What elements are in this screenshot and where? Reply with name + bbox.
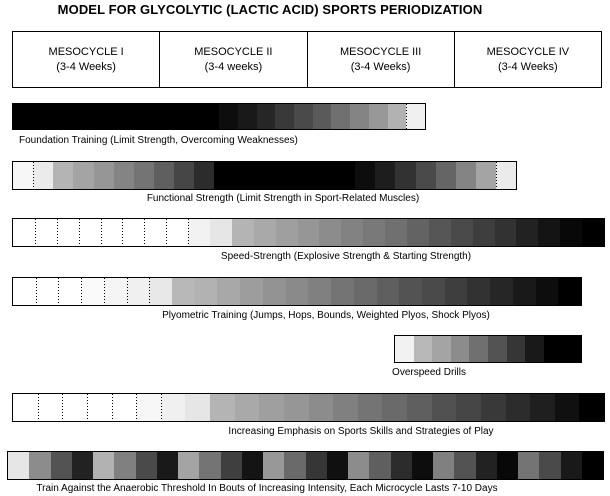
bar-segment [38, 394, 63, 421]
mesocycle-2 [159, 32, 306, 87]
bar-segment [469, 336, 488, 362]
bar-segment [284, 394, 309, 421]
bar-segment [313, 104, 332, 129]
bar-segment [315, 162, 335, 189]
bar-segment [369, 452, 390, 479]
bar-segment [341, 219, 363, 246]
bar-segment [240, 278, 263, 305]
bar-segment [166, 219, 188, 246]
bar-segment [235, 394, 260, 421]
overspeed-drills-label: Overspeed Drills [392, 367, 466, 378]
bar-segment [456, 162, 476, 189]
bar-segment [234, 162, 254, 189]
bar-segment [358, 394, 383, 421]
overspeed-drills-bar [394, 335, 582, 363]
bar-segment [144, 104, 163, 129]
bar-segment [518, 452, 539, 479]
bar-segment [582, 452, 603, 479]
bar-segment [333, 394, 358, 421]
sports-skills-bar [12, 393, 605, 422]
bar-segment [182, 104, 201, 129]
bar-segment [149, 278, 172, 305]
bar-segment [445, 278, 468, 305]
bar-segment [286, 278, 309, 305]
bar-segment [238, 104, 257, 129]
bar-segment [525, 336, 544, 362]
bar-segment [429, 219, 451, 246]
bar-segment [79, 219, 101, 246]
bar-segment [295, 162, 315, 189]
bar-segment [354, 278, 377, 305]
bar-segment [13, 104, 32, 129]
bar-segment [104, 278, 127, 305]
bar-segment [13, 394, 38, 421]
bar-segment [412, 452, 433, 479]
bar-segment [473, 219, 495, 246]
bar-segment [172, 278, 195, 305]
bar-segment [436, 162, 456, 189]
functional-strength-bar [12, 161, 517, 190]
bar-segment [8, 452, 29, 479]
bar-segment [161, 394, 186, 421]
bar-segment [382, 394, 407, 421]
bar-segment [377, 278, 400, 305]
bar-segment [163, 104, 182, 129]
bar-segment [157, 452, 178, 479]
bar-segment [433, 452, 454, 479]
bar-segment [451, 219, 473, 246]
bar-segment [51, 452, 72, 479]
bar-segment [456, 394, 481, 421]
bar-segment [406, 104, 425, 129]
bar-segment [69, 104, 88, 129]
mesocycle-1-duration: (3-4 Weeks) [56, 60, 116, 73]
bar-segment [454, 452, 475, 479]
bar-segment [399, 278, 422, 305]
bar-segment [555, 394, 580, 421]
bar-segment [516, 219, 538, 246]
bar-segment [476, 452, 497, 479]
bar-segment [195, 278, 218, 305]
bar-segment [217, 278, 240, 305]
bar-segment [306, 452, 327, 479]
bar-segment [263, 452, 284, 479]
mesocycle-3-name: MESOCYCLE III [339, 45, 422, 58]
bar-segment [350, 104, 369, 129]
bar-segment [178, 452, 199, 479]
bar-segment [506, 394, 531, 421]
bar-segment [242, 452, 263, 479]
bar-segment [294, 104, 313, 129]
bar-segment [407, 219, 429, 246]
bar-segment [194, 162, 214, 189]
bar-segment [174, 162, 194, 189]
anaerobic-threshold-label: Train Against the Anaerobic Threshold In Bouts of Increasing Intensity, Each Microcycle Lasts 7-10 Days [36, 483, 498, 494]
bar-segment [87, 394, 112, 421]
bar-segment [375, 162, 395, 189]
bar-segment [62, 394, 87, 421]
bar-segment [488, 336, 507, 362]
bar-segment [355, 162, 375, 189]
bar-segment [363, 219, 385, 246]
bar-segment [432, 336, 451, 362]
bar-segment [416, 162, 436, 189]
bar-segment [112, 394, 137, 421]
bar-segment [219, 104, 238, 129]
mesocycle-3-duration: (3-4 Weeks) [350, 60, 411, 73]
bar-segment [513, 278, 536, 305]
bar-segment [432, 394, 457, 421]
bar-segment [134, 162, 154, 189]
mesocycle-2-duration: (3-4 weeks) [204, 60, 263, 73]
bar-segment [308, 278, 331, 305]
bar-segment [263, 278, 286, 305]
mesocycle-1 [13, 32, 159, 87]
bar-segment [481, 394, 506, 421]
bar-segment [58, 278, 81, 305]
foundation-training-bar [12, 103, 426, 130]
bar-segment [348, 452, 369, 479]
bar-segment [259, 394, 284, 421]
bar-segment [88, 104, 107, 129]
mesocycle-1-name: MESOCYCLE I [48, 45, 124, 58]
bar-segment [395, 336, 414, 362]
bar-segment [53, 162, 73, 189]
mesocycle-2-name: MESOCYCLE II [194, 45, 273, 58]
bar-segment [331, 104, 350, 129]
bar-segment [275, 104, 294, 129]
plyometric-training-label: Plyometric Training (Jumps, Hops, Bounds, Weighted Plyos, Shock Plyos) [162, 310, 490, 321]
page-title: MODEL FOR GLYCOLYTIC (LACTIC ACID) SPORTS PERIODIZATION [57, 2, 483, 17]
bar-segment [497, 452, 518, 479]
bar-segment [276, 219, 298, 246]
bar-segment [50, 104, 69, 129]
sports-skills-label: Increasing Emphasis on Sports Skills and Strategies of Play [228, 426, 494, 437]
bar-segment [214, 162, 234, 189]
bar-segment [188, 219, 210, 246]
bar-segment [539, 452, 560, 479]
bar-segment [369, 104, 388, 129]
bar-segment [33, 162, 53, 189]
bar-segment [127, 278, 150, 305]
bar-segment [72, 452, 93, 479]
bar-segment [544, 336, 563, 362]
bar-segment [490, 278, 513, 305]
bar-segment [13, 162, 33, 189]
bar-segment [35, 219, 57, 246]
speed-strength-bar [12, 218, 605, 247]
bar-segment [335, 162, 355, 189]
bar-segment [451, 336, 470, 362]
bar-segment [507, 336, 526, 362]
bar-segment [144, 219, 166, 246]
foundation-training-label: Foundation Training (Limit Strength, Overcoming Weaknesses) [19, 135, 298, 146]
bar-segment [73, 162, 93, 189]
bar-segment [407, 394, 432, 421]
bar-segment [81, 278, 104, 305]
bar-segment [101, 219, 123, 246]
bar-segment [94, 162, 114, 189]
bar-segment [154, 162, 174, 189]
bar-segment [331, 278, 354, 305]
bar-segment [210, 219, 232, 246]
mesocycle-4-duration: (3-4 Weeks) [498, 60, 558, 73]
bar-segment [32, 104, 51, 129]
anaerobic-threshold-bar [7, 451, 604, 480]
mesocycle-3 [307, 32, 454, 87]
bar-segment [391, 452, 412, 479]
plyometric-training-bar [12, 277, 582, 306]
bar-segment [327, 452, 348, 479]
bar-segment [284, 452, 305, 479]
bar-segment [114, 452, 135, 479]
bar-segment [495, 219, 517, 246]
bar-segment [36, 278, 59, 305]
bar-segment [93, 452, 114, 479]
bar-segment [561, 452, 582, 479]
functional-strength-label: Functional Strength (Limit Strength in Sport-Related Muscles) [146, 193, 420, 204]
bar-segment [13, 219, 35, 246]
bar-segment [467, 278, 490, 305]
bar-segment [319, 219, 341, 246]
bar-segment [560, 219, 582, 246]
bar-segment [298, 219, 320, 246]
bar-segment [562, 336, 581, 362]
mesocycle-4 [454, 32, 601, 87]
bar-segment [414, 336, 433, 362]
bar-segment [309, 394, 334, 421]
bar-segment [210, 394, 235, 421]
bar-segment [395, 162, 415, 189]
bar-segment [114, 162, 134, 189]
bar-segment [185, 394, 210, 421]
mesocycle-4-name: MESOCYCLE IV [486, 45, 570, 58]
bar-segment [579, 394, 604, 421]
bar-segment [422, 278, 445, 305]
bar-segment [199, 452, 220, 479]
bar-segment [57, 219, 79, 246]
bar-segment [125, 104, 144, 129]
bar-segment [530, 394, 555, 421]
bar-segment [136, 394, 161, 421]
bar-segment [136, 452, 157, 479]
bar-segment [496, 162, 516, 189]
bar-segment [232, 219, 254, 246]
bar-segment [254, 219, 276, 246]
bar-segment [388, 104, 407, 129]
bar-segment [558, 278, 581, 305]
bar-segment [536, 278, 559, 305]
bar-segment [275, 162, 295, 189]
bar-segment [221, 452, 242, 479]
bar-segment [13, 278, 36, 305]
bar-segment [538, 219, 560, 246]
bar-segment [582, 219, 604, 246]
bar-segment [385, 219, 407, 246]
speed-strength-label: Speed-Strength (Explosive Strength & Starting Strength) [220, 251, 472, 262]
bar-segment [107, 104, 126, 129]
mesocycle-table [12, 31, 602, 88]
bar-segment [257, 104, 276, 129]
bar-segment [255, 162, 275, 189]
bar-segment [29, 452, 50, 479]
bar-segment [476, 162, 496, 189]
bar-segment [200, 104, 219, 129]
bar-segment [122, 219, 144, 246]
